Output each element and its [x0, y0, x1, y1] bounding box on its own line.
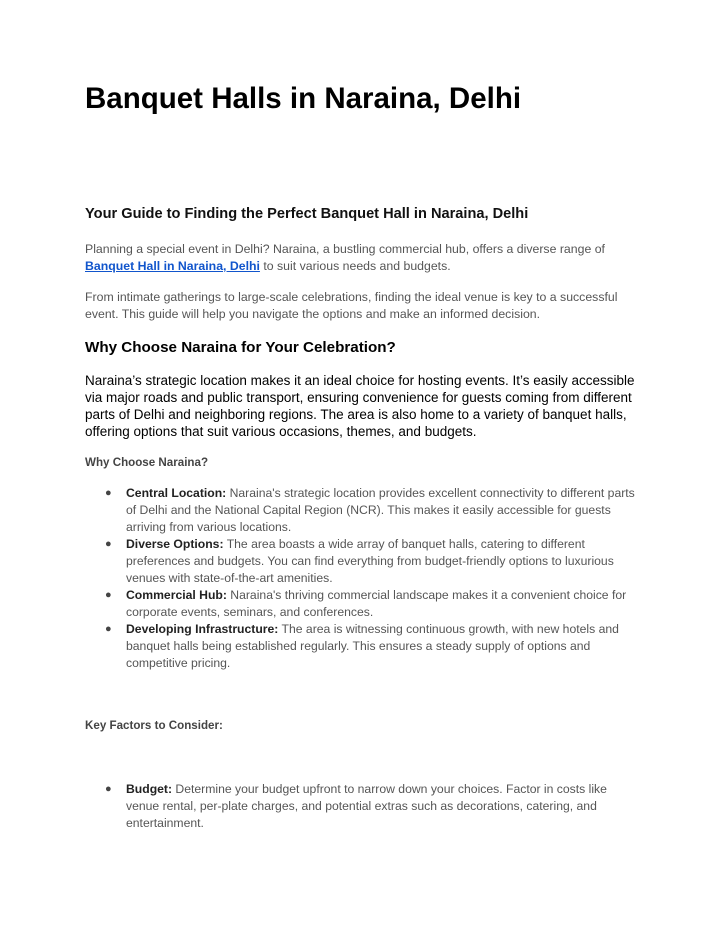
bullet-icon: ●: [105, 538, 112, 550]
bullet-icon: ●: [105, 589, 112, 601]
list-item-text: The area is witnessing continuous growth, with new hotels and banquet halls being established regularly. This ensures a steady supply of options and competitive pricing.: [126, 622, 619, 670]
list-item: [0, 485, 636, 536]
list-item: [0, 621, 636, 672]
why-list: [0, 485, 636, 672]
why-heading: Why Choose Naraina?: [85, 456, 209, 469]
guide-subtitle: Your Guide to Finding the Perfect Banquet Hall in Naraina, Delhi: [85, 206, 529, 222]
intro-text-before: Planning a special event in Delhi? Naraina, a bustling commercial hub, offers a diverse range of: [85, 242, 605, 256]
factors-list: [0, 781, 636, 832]
list-item-text: Determine your budget upfront to narrow down your choices. Factor in costs like venue rental, per-plate charges, and potential extras such as decorations, catering, and entertainment.: [126, 782, 607, 830]
list-item-text: The area boasts a wide array of banquet halls, catering to different preferences and budgets. You can find everything from budget-friendly options to luxurious venues with state-of-the-art amenities.: [126, 537, 614, 585]
section-paragraph: Naraina’s strategic location makes it an ideal choice for hosting events. It’s easily accessible via major roads and public transport, ensuring convenience for guests coming from different parts of Delhi and neighboring regions. The area is also home to a variety of banquet halls, offering options that suit various occasions, themes, and budgets.: [85, 373, 635, 439]
bullet-icon: ●: [105, 783, 112, 795]
list-item-label: Diverse Options:: [126, 537, 224, 551]
bullet-icon: ●: [105, 487, 112, 499]
page-title: Banquet Halls in Naraina, Delhi: [85, 82, 522, 115]
factors-heading: Key Factors to Consider:: [85, 719, 223, 732]
list-item-label: Central Location:: [126, 486, 227, 500]
list-item-label: Developing Infrastructure:: [126, 622, 279, 636]
intro-paragraph: [85, 241, 650, 275]
list-item: [0, 781, 636, 832]
list-item-label: Commercial Hub:: [126, 588, 227, 602]
bullet-icon: ●: [105, 623, 112, 635]
list-item-text: Naraina's thriving commercial landscape makes it a convenient choice for corporate events, seminars, and conferences.: [126, 588, 627, 619]
intro-text-after: to suit various needs and budgets.: [259, 259, 451, 273]
list-item: [0, 536, 636, 587]
section-heading: Why Choose Naraina for Your Celebration?: [85, 339, 396, 356]
list-item: [0, 587, 636, 621]
list-item-text: Naraina's strategic location provides excellent connectivity to different parts of Delhi and the National Capital Region (NCR). This makes it easily accessible for guests arriving from various locations.: [126, 486, 635, 534]
second-paragraph: From intimate gatherings to large-scale celebrations, finding the ideal venue is key to a successful event. This guide will help you navigate the options and make an informed decision.: [85, 290, 618, 321]
banquet-hall-link[interactable]: Banquet Hall in Naraina, Delhi: [85, 259, 260, 273]
list-item-label: Budget:: [126, 782, 173, 796]
